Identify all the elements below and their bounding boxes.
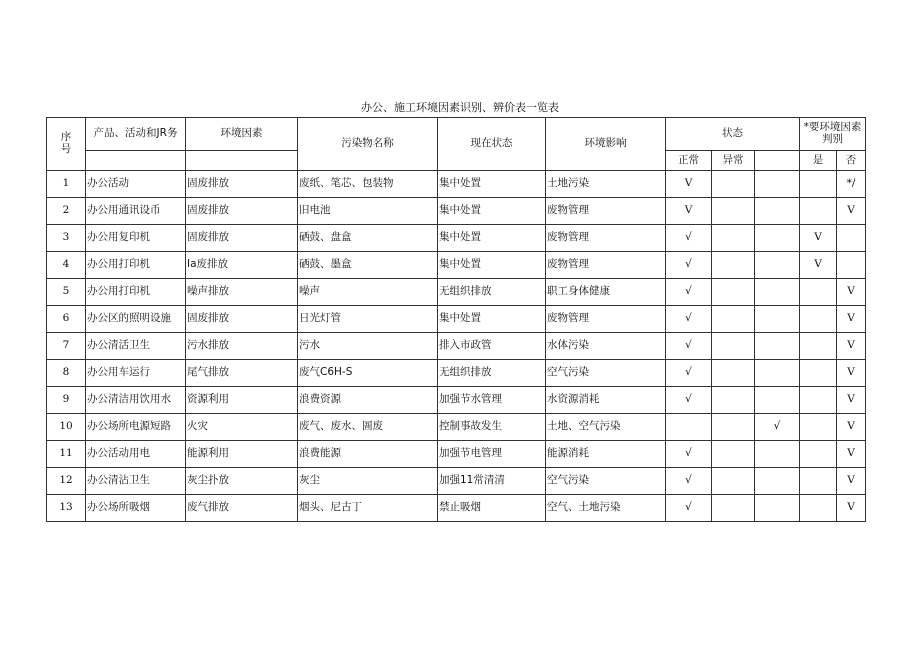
- header-impact: 环境影响: [546, 118, 666, 171]
- factor-cell: 火灾: [186, 414, 298, 441]
- header-pollutant: 污染物名称: [298, 118, 438, 171]
- document-title: 办公、施工环境因素识别、辨价表一览表: [361, 101, 559, 114]
- normal-mark: √: [666, 306, 712, 333]
- status-cell: 加强节水管理: [438, 387, 546, 414]
- extra-mark: [755, 279, 800, 306]
- no-mark: V: [837, 495, 866, 522]
- normal-mark: √: [666, 495, 712, 522]
- abnormal-mark: [712, 414, 755, 441]
- extra-mark: [755, 495, 800, 522]
- normal-mark: √: [666, 225, 712, 252]
- normal-mark: V: [666, 198, 712, 225]
- table-row: [47, 333, 866, 360]
- activity-cell: 办公活动: [86, 171, 186, 198]
- row-number: 11: [47, 441, 86, 468]
- header-seq: [47, 118, 86, 171]
- factor-cell: 灰尘扑放: [186, 468, 298, 495]
- impact-cell: 土地、空气污染: [546, 414, 666, 441]
- activity-cell: 办公用通讯设币: [86, 198, 186, 225]
- normal-mark: V: [666, 171, 712, 198]
- impact-cell: 土地污染: [546, 171, 666, 198]
- table-row: [47, 279, 866, 306]
- row-number: 2: [47, 198, 86, 225]
- yes-mark: [800, 495, 837, 522]
- pollutant-cell: 浪费资源: [298, 387, 438, 414]
- abnormal-mark: [712, 198, 755, 225]
- factor-cell: 污水排放: [186, 333, 298, 360]
- row-number: 13: [47, 495, 86, 522]
- row-number: 4: [47, 252, 86, 279]
- factor-cell: 固废排放: [186, 198, 298, 225]
- factor-cell: 废气排放: [186, 495, 298, 522]
- status-cell: 集中处置: [438, 252, 546, 279]
- yes-mark: [800, 441, 837, 468]
- yes-mark: [800, 414, 837, 441]
- extra-mark: [755, 306, 800, 333]
- factor-cell: 固废排放: [186, 306, 298, 333]
- no-mark: V: [837, 414, 866, 441]
- pollutant-cell: 烟头、尼古丁: [298, 495, 438, 522]
- no-mark: V: [837, 333, 866, 360]
- impact-cell: 废物管理: [546, 306, 666, 333]
- status-cell: 控制事故发生: [438, 414, 546, 441]
- impact-cell: 废物管理: [546, 252, 666, 279]
- factor-cell: 能源利用: [186, 441, 298, 468]
- no-mark: V: [837, 441, 866, 468]
- activity-cell: 办公场所吸烟: [86, 495, 186, 522]
- table-row: [47, 468, 866, 495]
- table-row: [47, 414, 866, 441]
- table-row: [47, 495, 866, 522]
- header-blank-cell: [755, 151, 800, 171]
- no-mark: V: [837, 306, 866, 333]
- table-row: [47, 171, 866, 198]
- header-seq-line1: 序: [60, 131, 72, 144]
- status-cell: 无组织排放: [438, 279, 546, 306]
- extra-mark: [755, 387, 800, 414]
- extra-mark: [755, 171, 800, 198]
- extra-mark: [755, 468, 800, 495]
- status-cell: 加强11常清清: [438, 468, 546, 495]
- yes-mark: V: [800, 252, 837, 279]
- abnormal-mark: [712, 468, 755, 495]
- abnormal-mark: [712, 360, 755, 387]
- normal-mark: [666, 414, 712, 441]
- activity-cell: 办公清沾卫生: [86, 468, 186, 495]
- normal-mark: √: [666, 360, 712, 387]
- abnormal-mark: [712, 306, 755, 333]
- header-judge-line2: 判别: [822, 133, 843, 145]
- extra-mark: [755, 198, 800, 225]
- activity-cell: 办公清活卫生: [86, 333, 186, 360]
- activity-cell: 办公清洁用饮用水: [86, 387, 186, 414]
- table-row: [47, 306, 866, 333]
- abnormal-mark: [712, 441, 755, 468]
- yes-mark: [800, 279, 837, 306]
- abnormal-mark: [712, 225, 755, 252]
- yes-mark: V: [800, 225, 837, 252]
- status-cell: 集中处置: [438, 198, 546, 225]
- header-abnormal: 异常: [712, 151, 755, 171]
- status-cell: 集中处置: [438, 171, 546, 198]
- status-cell: 加强节电管理: [438, 441, 546, 468]
- abnormal-mark: [712, 387, 755, 414]
- row-number: 6: [47, 306, 86, 333]
- impact-cell: 空气、土地污染: [546, 495, 666, 522]
- header-env-factor: 环境因素: [186, 118, 298, 151]
- factor-cell: 资源利用: [186, 387, 298, 414]
- header-judge-line1: *要环境因素: [803, 121, 862, 134]
- yes-mark: [800, 198, 837, 225]
- extra-mark: √: [755, 414, 800, 441]
- pollutant-cell: 旧电池: [298, 198, 438, 225]
- no-mark: [837, 252, 866, 279]
- factor-cell: 噪声排放: [186, 279, 298, 306]
- extra-mark: [755, 252, 800, 279]
- yes-mark: [800, 171, 837, 198]
- pollutant-cell: 日光灯管: [298, 306, 438, 333]
- extra-mark: [755, 225, 800, 252]
- activity-cell: 办公用复印机: [86, 225, 186, 252]
- row-number: 7: [47, 333, 86, 360]
- yes-mark: [800, 468, 837, 495]
- row-number: 10: [47, 414, 86, 441]
- table-row: [47, 225, 866, 252]
- status-cell: 无组织排放: [438, 360, 546, 387]
- row-number: 1: [47, 171, 86, 198]
- table-row: [47, 198, 866, 225]
- header-status-now: 现在状态: [438, 118, 546, 171]
- header-no: 否: [837, 151, 866, 171]
- activity-cell: 办公区的照明设施: [86, 306, 186, 333]
- factor-cell: 固废排放: [186, 225, 298, 252]
- yes-mark: [800, 387, 837, 414]
- pollutant-cell: 噪声: [298, 279, 438, 306]
- header-state: 状态: [666, 118, 800, 151]
- normal-mark: √: [666, 387, 712, 414]
- abnormal-mark: [712, 333, 755, 360]
- impact-cell: 空气污染: [546, 360, 666, 387]
- factor-cell: 尾气排放: [186, 360, 298, 387]
- pollutant-cell: 废气、废水、圄废: [298, 414, 438, 441]
- row-number: 8: [47, 360, 86, 387]
- no-mark: [837, 225, 866, 252]
- header-yes: 是: [800, 151, 837, 171]
- abnormal-mark: [712, 171, 755, 198]
- pollutant-cell: 硒鼓、墨盒: [298, 252, 438, 279]
- pollutant-cell: 废气C6H-S: [298, 360, 438, 387]
- no-mark: V: [837, 360, 866, 387]
- impact-cell: 能源消耗: [546, 441, 666, 468]
- factor-cell: Ia废排放: [186, 252, 298, 279]
- impact-cell: 水体污染: [546, 333, 666, 360]
- normal-mark: √: [666, 252, 712, 279]
- extra-mark: [755, 360, 800, 387]
- activity-cell: 办公用打印机: [86, 252, 186, 279]
- status-cell: 禁止吸烟: [438, 495, 546, 522]
- pollutant-cell: 硒鼓、盘盒: [298, 225, 438, 252]
- normal-mark: √: [666, 468, 712, 495]
- extra-mark: [755, 333, 800, 360]
- table-row: [47, 360, 866, 387]
- pollutant-cell: 浪费能源: [298, 441, 438, 468]
- activity-cell: 办公场所电源短路: [86, 414, 186, 441]
- factor-cell: 固废排放: [186, 171, 298, 198]
- status-cell: 集中处置: [438, 306, 546, 333]
- abnormal-mark: [712, 495, 755, 522]
- environmental-factor-table: [46, 117, 866, 522]
- impact-cell: 废物管理: [546, 225, 666, 252]
- header-blank-cell: [86, 151, 186, 171]
- impact-cell: 空气污染: [546, 468, 666, 495]
- row-number: 9: [47, 387, 86, 414]
- impact-cell: 废物管理: [546, 198, 666, 225]
- table-row: [47, 441, 866, 468]
- abnormal-mark: [712, 252, 755, 279]
- activity-cell: 办公活动用电: [86, 441, 186, 468]
- impact-cell: 水资源消耗: [546, 387, 666, 414]
- header-judge: [800, 118, 866, 151]
- pollutant-cell: 灰尘: [298, 468, 438, 495]
- pollutant-cell: 污水: [298, 333, 438, 360]
- row-number: 5: [47, 279, 86, 306]
- row-number: 12: [47, 468, 86, 495]
- extra-mark: [755, 441, 800, 468]
- activity-cell: 办公用车运行: [86, 360, 186, 387]
- activity-cell: 办公用打印机: [86, 279, 186, 306]
- pollutant-cell: 废纸、笔芯、包装物: [298, 171, 438, 198]
- header-product: 产品、活动和JR务: [86, 118, 186, 151]
- header-normal: 正常: [666, 151, 712, 171]
- yes-mark: [800, 306, 837, 333]
- impact-cell: 职工身体健康: [546, 279, 666, 306]
- header-seq-line2: 号: [60, 143, 72, 155]
- no-mark: V: [837, 387, 866, 414]
- yes-mark: [800, 360, 837, 387]
- yes-mark: [800, 333, 837, 360]
- normal-mark: √: [666, 279, 712, 306]
- normal-mark: √: [666, 333, 712, 360]
- header-blank-cell: [186, 151, 298, 171]
- no-mark: V: [837, 198, 866, 225]
- abnormal-mark: [712, 279, 755, 306]
- status-cell: 集中处置: [438, 225, 546, 252]
- table-row: [47, 387, 866, 414]
- no-mark: */: [837, 171, 866, 198]
- status-cell: 排入市政管: [438, 333, 546, 360]
- no-mark: V: [837, 468, 866, 495]
- normal-mark: √: [666, 441, 712, 468]
- row-number: 3: [47, 225, 86, 252]
- table-row: [47, 252, 866, 279]
- no-mark: V: [837, 279, 866, 306]
